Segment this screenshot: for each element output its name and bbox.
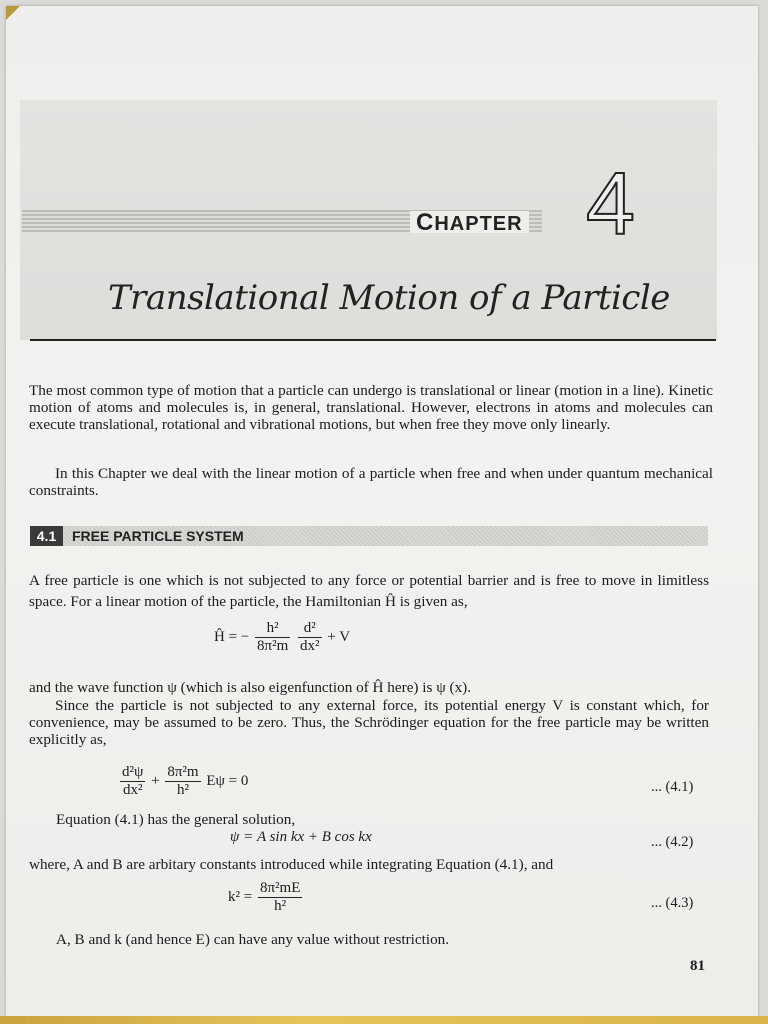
intro-paragraph-1: The most common type of motion that a particle can undergo is translational or linear (motion in a line). Kinetic motion of atoms and molecules is, in general, translational. However, electrons in atoms and molecules can execute translational, rotational and vibrational motions, but when free they move only linearly. (29, 382, 713, 433)
section-title: FREE PARTICLE SYSTEM (72, 528, 244, 544)
equation-4-3-label: ... (4.3) (651, 895, 694, 911)
hamiltonian-equation: Ĥ = − $\frac{\text{h²}}{\text{8π²m}}$ $\frac{\text{d²}}{\text{dx²}}$ + V (214, 620, 351, 654)
body-paragraph-5: where, A and B are arbitary constants introduced while integrating Equation (4.1), and (29, 856, 554, 873)
body-paragraph-2: and the wave function ψ (which is also eigenfunction of Ĥ here) is ψ (x). (29, 679, 472, 696)
equation-4-1: $\frac{\text{d²ψ}}{\text{dx²}}$ + $\frac{\text{8π²m}}{\text{h²}}$ Eψ = 0 (122, 764, 249, 798)
chapter-number: 4 (586, 154, 635, 253)
page-corner-tab (6, 6, 20, 20)
intro-paragraph-2: In this Chapter we deal with the linear motion of a particle when free and when under quantum mechanical constraints. (29, 465, 713, 499)
page-number: 81 (690, 958, 705, 974)
chapter-label: CHAPTER (410, 211, 529, 233)
equation-4-2: ψ = A sin kx + B cos kx (230, 829, 372, 845)
chapter-title: Translational Motion of a Particle (108, 278, 670, 318)
body-paragraph-3: Since the particle is not subjected to any external force, its potential energy V is constant which, for convenience, may be assumed to be zero. Thus, the Schrödinger equation for the free particle may be written explicitly as, (29, 697, 709, 748)
body-paragraph-6: A, B and k (and hence E) can have any value without restriction. (56, 931, 450, 948)
body-paragraph-1: A free particle is one which is not subjected to any force or potential barrier and is free to move in limitless space. For a linear motion of the particle, the Hamiltonian Ĥ is given as, (29, 572, 709, 610)
body-paragraph-4: Equation (4.1) has the general solution, (56, 811, 296, 828)
equation-4-1-label: ... (4.1) (651, 779, 694, 795)
title-underline (30, 339, 716, 341)
equation-4-2-label: ... (4.2) (651, 834, 694, 850)
page-bottom-edge (0, 1016, 768, 1024)
section-number: 4.1 (30, 526, 63, 546)
equation-4-3: k² = $\frac{\text{8π²mE}}{\text{h²}}$ (228, 880, 301, 914)
